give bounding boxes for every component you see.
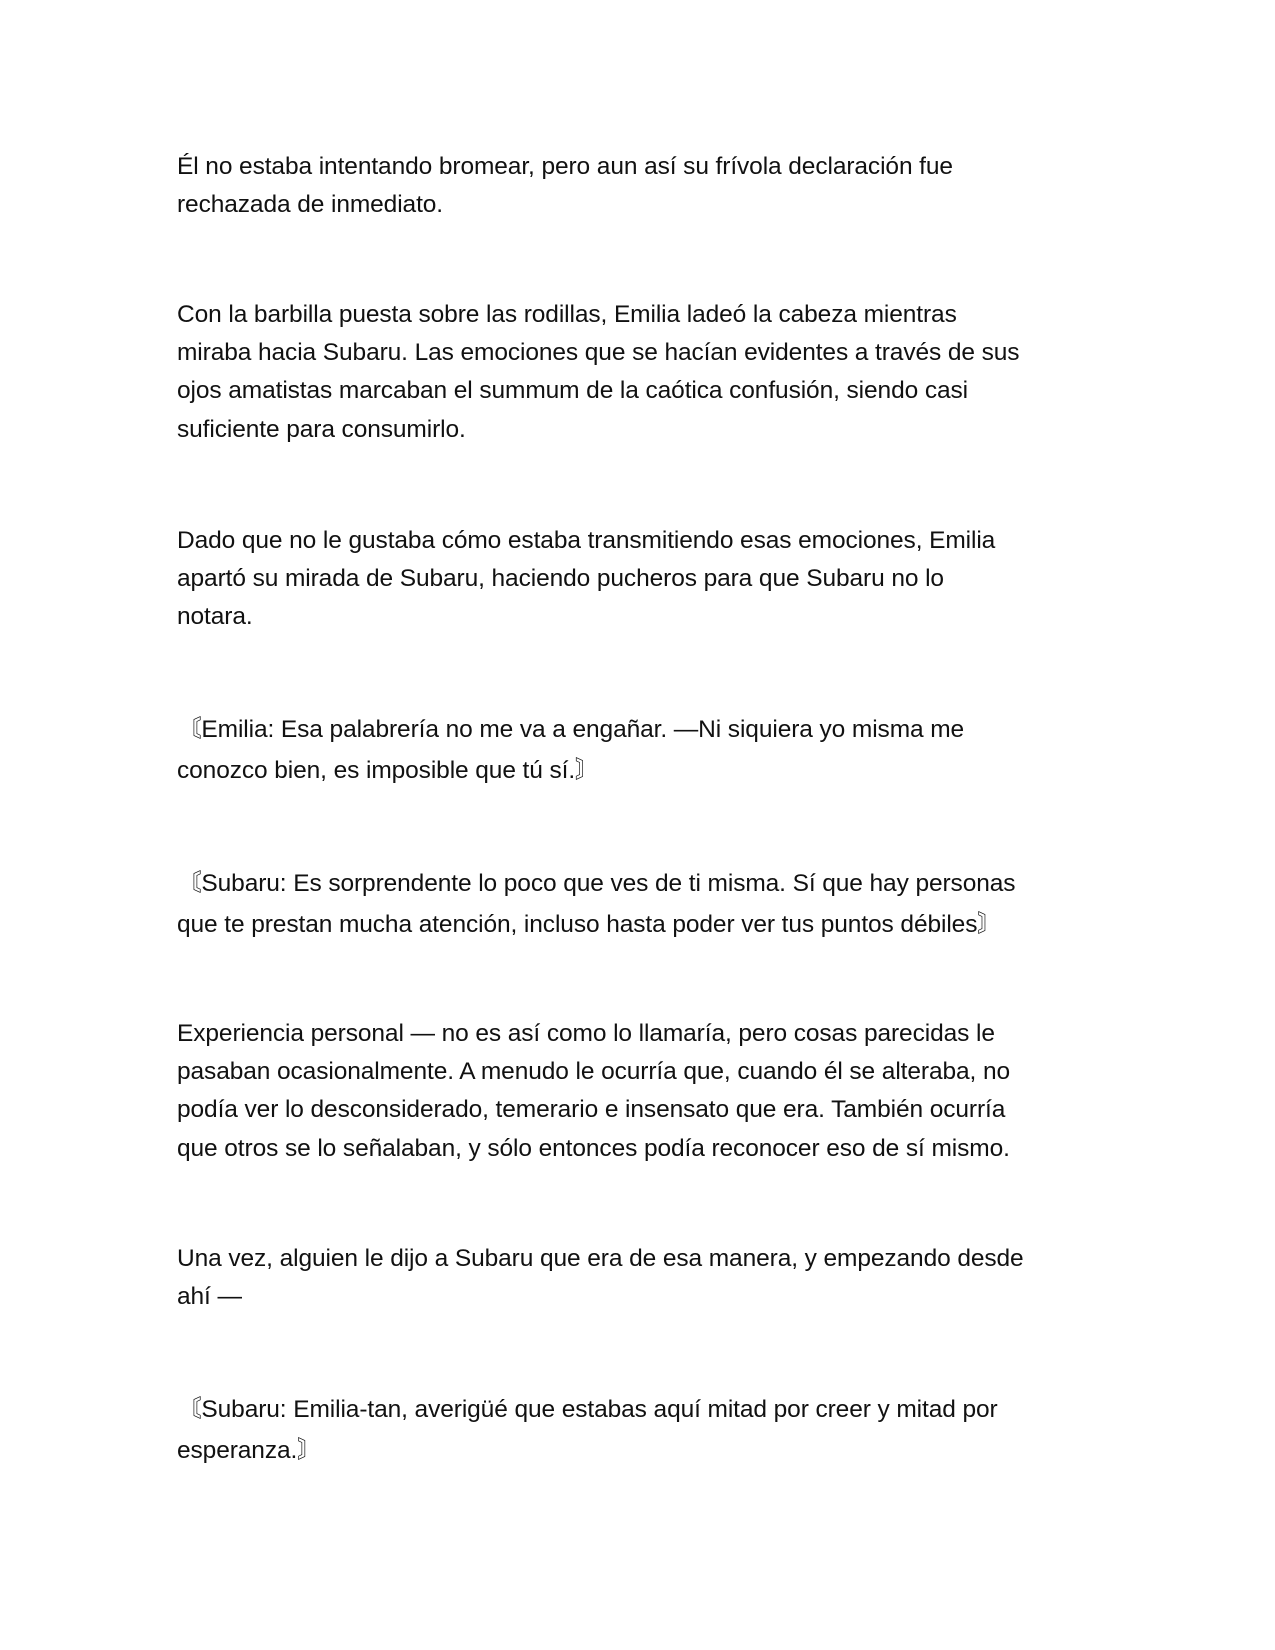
text-line: ojos amatistas marcaban el summum de la caótica confusión, siendo casi [177,377,968,405]
text-line: 〘Subaru: Emilia-tan, averigüé que estabas aquí mitad por creer y mitad por [177,1396,998,1423]
paragraph-dialogue [177,709,1097,791]
text-line: Él no estaba intentando bromear, pero aun así su frívola declaración fue [177,153,953,180]
text-line: 〘Emilia: Esa palabrería no me va a engañar. —Ni siquiera yo misma me [177,716,965,743]
text-line: apartó su mirada de Subaru, haciendo pucheros para que Subaru no lo [177,565,944,593]
text-line: 〘Subaru: Es sorprendente lo poco que ves de ti misma. Sí que hay personas [177,870,1016,897]
text-line: Con la barbilla puesta sobre las rodillas, Emilia ladeó la cabeza mientras [177,301,957,328]
text-line: esperanza.〙 [177,1437,322,1464]
text-line: Una vez, alguien le dijo a Subaru que era de esa manera, y empezando desde [177,1245,1024,1272]
paragraph-narration [177,522,1097,637]
paragraph-narration [177,1015,1097,1168]
paragraph-narration [177,1240,1097,1316]
text-line: ahí — [177,1283,242,1311]
text-line: suficiente para consumirlo. [177,415,466,443]
text-line: que otros se lo señalaban, y sólo entonces podía reconocer eso de sí mismo. [177,1134,1010,1162]
text-line: miraba hacia Subaru. Las emociones que se hacían evidentes a través de sus [177,339,1020,367]
paragraph-dialogue [177,863,1097,945]
paragraph-dialogue [177,1389,1097,1471]
text-line: notara. [177,603,253,631]
text-line: pasaban ocasionalmente. A menudo le ocurría que, cuando él se alteraba, no [177,1058,1010,1086]
text-line: Experiencia personal — no es así como lo llamaría, pero cosas parecidas le [177,1020,995,1047]
text-line: conozco bien, es imposible que tú sí.〙 [177,757,600,784]
paragraph-narration [177,296,1097,449]
text-line: Dado que no le gustaba cómo estaba transmitiendo esas emociones, Emilia [177,527,996,554]
text-line: que te prestan mucha atención, incluso hasta poder ver tus puntos débiles〙 [177,911,1002,938]
text-line: podía ver lo desconsiderado, temerario e insensato que era. También ocurría [177,1096,1006,1124]
text-line: rechazada de inmediato. [177,191,444,219]
paragraph-narration [177,148,1097,224]
